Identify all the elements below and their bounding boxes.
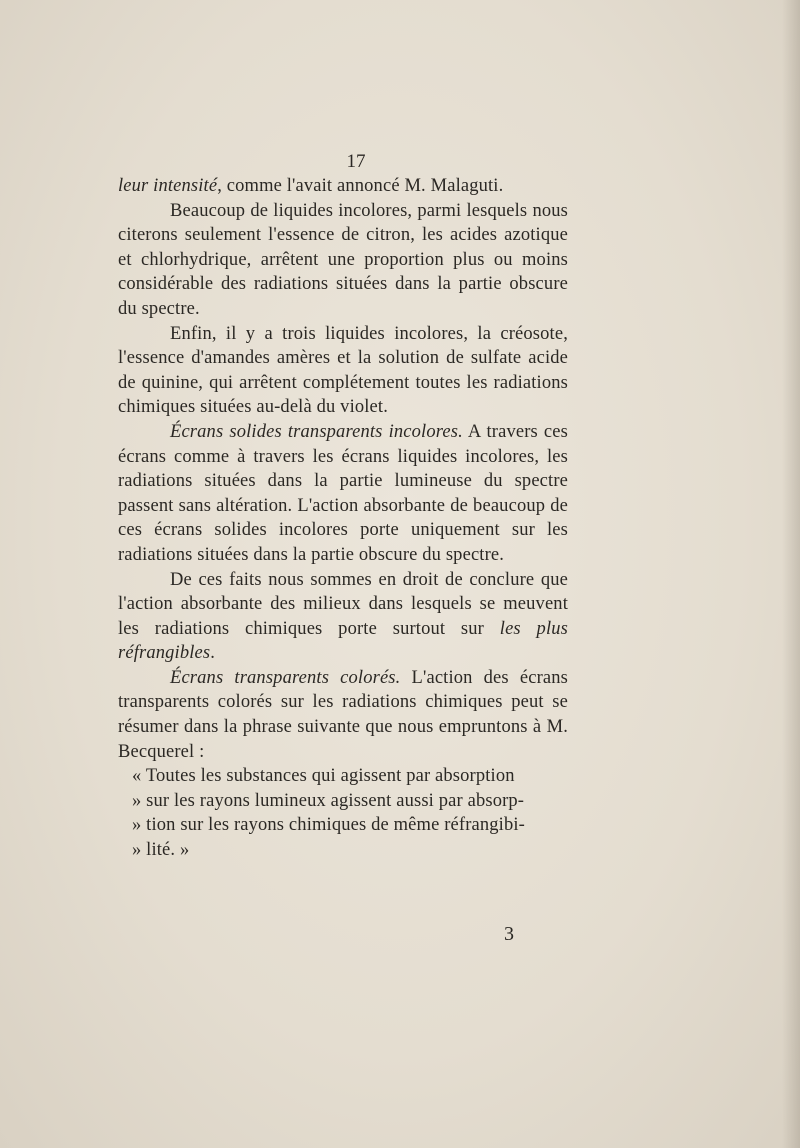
quote-line-2: » sur les rayons lumineux agissent aussi par absorp- — [132, 790, 525, 811]
paragraph-4-heading: Écrans solides transparents incolores. — [170, 421, 463, 442]
quote-line-1: « Toutes les substances qui agissent par absorption — [132, 766, 515, 787]
paragraph-1 — [118, 174, 568, 199]
paragraph-5-text: De ces faits nous sommes en droit de conclure que l'action absorbante des milieux dans lesquels se meuvent les radiations chimiques porte surtout sur — [118, 569, 568, 639]
page-number: 17 — [346, 151, 366, 172]
paragraph-3: Enfin, il y a trois liquides incolores, la créosote, l'essence d'amandes amères et la solution de sulfate acide de quinine, qui arrêtent complétement toutes les radiations chimiques situées au-delà du violet. — [118, 323, 568, 418]
signature-mark: 3 — [504, 923, 514, 945]
paragraph-5-end: . — [210, 643, 216, 664]
quote-line-3: » tion sur les rayons chimiques de même réfrangibi- — [132, 815, 525, 836]
paragraph-5-italic: les plus réfrangibles — [118, 618, 568, 664]
paragraph-1-italic: leur intensité — [118, 176, 218, 196]
paragraph-4-text: A travers ces écrans comme à travers les écrans liquides incolores, les radiations situées dans la partie lumineuse du spectre passent sans altération. L'action absorbante de beaucoup de ces écrans solides incolores porte uniquement sur les radiations situées dans la partie obscure du spectre. — [118, 421, 568, 565]
paragraph-4 — [118, 420, 568, 568]
paragraph-5 — [118, 568, 568, 666]
paragraph-1-text: , comme l'avait annoncé M. Malaguti. — [217, 176, 504, 196]
body-text — [118, 150, 568, 863]
paragraph-2: Beaucoup de liquides incolores, parmi lesquels nous citerons seulement l'essence de citron, les acides azotique et chlorhydrique, arrêtent une proportion plus ou moins considérable des radiations situées dans la partie obscure du spectre. — [118, 200, 568, 319]
paragraph-6 — [118, 666, 568, 764]
paragraph-6-heading: Écrans transparents colorés. — [170, 667, 401, 688]
quote-line-4: » lité. » — [132, 840, 190, 861]
paragraph-6-text: L'action des écrans transparents colorés sur les radiations chimiques peut se résumer dans la phrase suivante que nous empruntons à M. Becquerel : — [118, 667, 568, 762]
page-edge-shadow — [782, 0, 800, 1148]
